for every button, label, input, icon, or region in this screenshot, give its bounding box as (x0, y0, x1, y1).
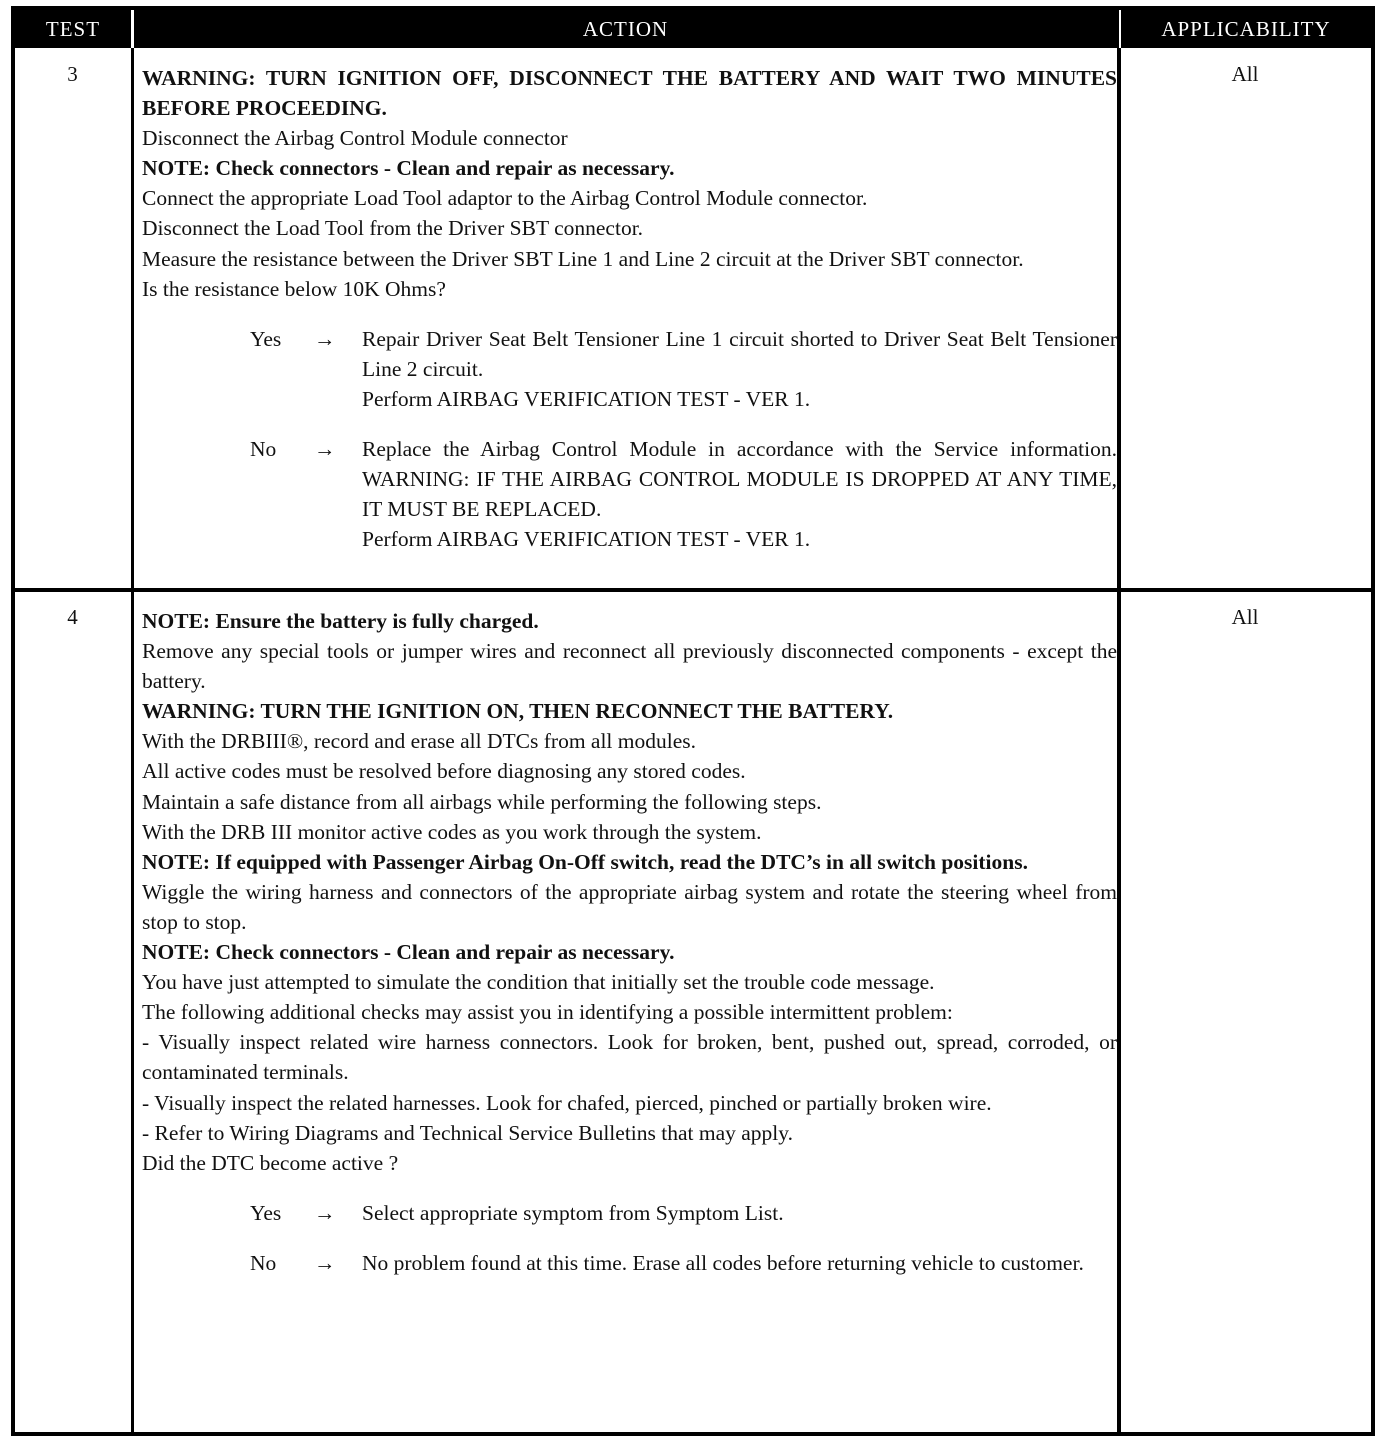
option-no (142, 434, 1117, 554)
instruction-text: You have just attempted to simulate the condition that initially set the trouble code message. (142, 970, 935, 995)
option-result (362, 1198, 1117, 1228)
option-label: Yes (250, 326, 282, 351)
arrow-icon: → (314, 326, 336, 351)
warning-text: WARNING: TURN IGNITION OFF, DISCONNECT THE BATTERY AND WAIT TWO MINUTES BEFORE PROCEEDING. (142, 66, 1117, 121)
arrow-icon: → (314, 1200, 336, 1225)
option-label: Yes (250, 1200, 282, 1225)
option-label: No (250, 1250, 277, 1275)
result-text: Perform AIRBAG VERIFICATION TEST - VER 1. (362, 386, 811, 411)
instruction-text: Maintain a safe distance from all airbags while performing the following steps. (142, 789, 822, 814)
header-gap (1119, 10, 1121, 48)
instruction-text: Disconnect the Airbag Control Module connector (142, 126, 568, 151)
instruction-text: Remove any special tools or jumper wires and reconnect all previously disconnected components - except the battery. (142, 639, 1117, 694)
note-text: NOTE: Ensure the battery is fully charged. (142, 609, 539, 633)
option-yes (142, 1198, 1117, 1228)
instruction-text: All active codes must be resolved before diagnosing any stored codes. (142, 759, 746, 784)
check-item: - Visually inspect the related harnesses. Look for chafed, pierced, pinched or partially broken wire. (142, 1090, 992, 1115)
result-text: Replace the Airbag Control Module in accordance with the Service information. WARNING: IF THE AIRBAG CONTROL MODULE IS DROPPED AT ANY TIME, IT MUST BE REPLACED. (362, 437, 1117, 522)
option-result (362, 434, 1117, 554)
result-text: Perform AIRBAG VERIFICATION TEST - VER 1. (362, 527, 811, 552)
answer-options (142, 324, 1117, 555)
test-number: 3 (67, 62, 78, 86)
row-divider (15, 588, 1371, 592)
applicability-value: All (1231, 62, 1259, 86)
question-text: Is the resistance below 10K Ohms? (142, 276, 446, 301)
result-text: Repair Driver Seat Belt Tensioner Line 1 circuit shorted to Driver Seat Belt Tensioner Line 2 circuit. (362, 326, 1117, 381)
header-applicability: APPLICABILITY (1121, 10, 1371, 48)
diagnostic-table (11, 6, 1375, 1436)
note-text: NOTE: Check connectors - Clean and repair as necessary. (142, 156, 675, 181)
arrow-icon: → (314, 437, 336, 462)
header-gap (131, 10, 134, 48)
question-text: Did the DTC become active ? (142, 1150, 399, 1175)
check-item: - Refer to Wiring Diagrams and Technical Service Bulletins that may apply. (142, 1120, 794, 1145)
note-text: NOTE: If equipped with Passenger Airbag On-Off switch, read the DTC’s in all switch positions. (142, 849, 1028, 874)
instruction-text: With the DRB III monitor active codes as you work through the system. (142, 819, 762, 844)
result-text: Select appropriate symptom from Symptom List. (362, 1200, 784, 1225)
option-yes (142, 324, 1117, 414)
note-text: NOTE: Check connectors - Clean and repair as necessary. (142, 940, 675, 965)
check-item: - Visually inspect related wire harness connectors. Look for broken, bent, pushed out, spread, corroded, or contaminated terminals. (142, 1030, 1117, 1085)
answer-options (142, 1198, 1117, 1278)
option-no (142, 1248, 1117, 1278)
option-result (362, 1248, 1117, 1278)
column-divider (131, 10, 134, 1432)
action-cell (142, 606, 1117, 1278)
action-cell (142, 63, 1117, 554)
header-action: ACTION (134, 10, 1117, 48)
result-text: No problem found at this time. Erase all codes before returning vehicle to customer. (362, 1250, 1084, 1275)
instruction-text: Wiggle the wiring harness and connectors of the appropriate airbag system and rotate the steering wheel from stop to stop. (142, 879, 1117, 934)
applicability-value: All (1231, 605, 1259, 629)
instruction-text: Measure the resistance between the Driver SBT Line 1 and Line 2 circuit at the Driver SBT connector. (142, 246, 1024, 271)
instruction-text: The following additional checks may assist you in identifying a possible intermittent problem: (142, 1000, 953, 1025)
option-result (362, 324, 1117, 414)
instruction-text: Disconnect the Load Tool from the Driver SBT connector. (142, 216, 644, 241)
instruction-text: With the DRBIII®, record and erase all DTCs from all modules. (142, 729, 697, 754)
warning-text: WARNING: TURN THE IGNITION ON, THEN RECONNECT THE BATTERY. (142, 699, 894, 724)
test-number: 4 (67, 605, 78, 629)
header-test: TEST (15, 10, 131, 48)
option-label: No (250, 437, 277, 462)
arrow-icon: → (314, 1250, 336, 1275)
instruction-text: Connect the appropriate Load Tool adaptor to the Airbag Control Module connector. (142, 186, 868, 211)
column-divider (1117, 10, 1121, 1432)
